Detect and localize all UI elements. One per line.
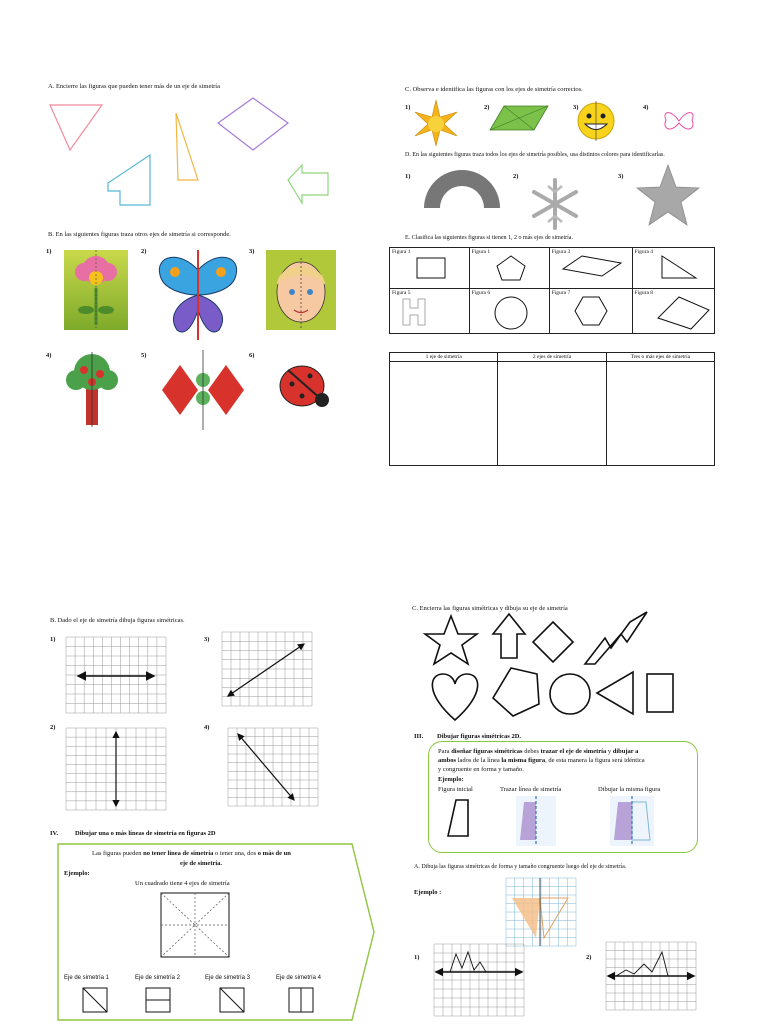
ladybug-image — [270, 356, 340, 416]
eje-4-square — [288, 987, 314, 1013]
iii-text-line1: Para diseñar figuras simétricas debes trazar el eje de simetría y dibujar a — [438, 748, 639, 755]
answer-cell[interactable] — [498, 362, 606, 466]
step-2-figure — [516, 796, 556, 846]
l-shape — [108, 155, 150, 205]
q4-ejemplo: Ejemplo : — [414, 889, 442, 896]
rect-outline — [647, 674, 673, 712]
d-num-3: 3) — [618, 173, 624, 180]
iv-text-line1: Las figuras pueden no tener línea de simetría o tener una, dos o más de un — [92, 850, 291, 857]
grid-lines — [434, 944, 524, 1016]
eje-1-label: Eje de simetría 1 — [64, 975, 110, 981]
q1-num-5: 5) — [141, 352, 147, 359]
sun-icon — [413, 100, 459, 146]
q4-section-iii: Dibujar figuras simétricas 2D. — [437, 733, 522, 740]
eje-2-square — [145, 987, 171, 1013]
figura-label: Figura 8 — [634, 290, 654, 296]
q1-section-b: B. En las siguientes figuras traza otros ejes de simetría si corresponde. — [48, 231, 231, 238]
iv-text-line2: eje de simetría. — [180, 860, 223, 867]
iii-ejemplo: Ejemplo: — [438, 776, 464, 783]
q1-section-d: D. En las siguientes figuras traza todos los ejes de simetría posibles, usa distintos colores para identificarlas. — [405, 152, 665, 158]
answer-cell[interactable] — [606, 362, 714, 466]
q4-num-1: 1) — [414, 954, 420, 961]
q1-section-a: A. Encierre las figuras que pueden tener más de un eje de simetría — [48, 83, 220, 90]
figura-label: Figura 5 — [392, 290, 411, 296]
star-outline — [425, 616, 477, 664]
triangle-shape — [50, 105, 102, 150]
q1-shapes-a — [40, 95, 340, 225]
arrow-shape — [288, 165, 328, 203]
grid-num-2: 2) — [50, 724, 56, 731]
d-num-2: 2) — [513, 173, 519, 180]
butterfly-image — [155, 250, 241, 340]
q1-section-c: C. Observa e identifica las figuras con los ejes de simetría correctos. — [405, 86, 583, 93]
eje-1-square — [82, 987, 108, 1013]
arrow-up-outline — [493, 614, 525, 658]
q3-section-b: B. Dado el eje de simetría dibuja figuras simétricas. — [50, 617, 185, 624]
q1-num-1: 1) — [46, 248, 52, 255]
eje-3-square — [219, 987, 245, 1013]
figura-label: Figura 1 — [471, 249, 491, 255]
figura-label: Figura 3 — [551, 249, 571, 255]
iv-cuadrado-text: Un cuadrado tiene 4 ejes de simetría — [135, 880, 230, 887]
answer-cell[interactable] — [390, 362, 498, 466]
snowflake-icon — [530, 178, 580, 230]
flower-image — [64, 250, 128, 330]
step-1-figure — [446, 798, 476, 838]
q3-section-iv: Dibujar una o más líneas de simetría en figuras 2D — [75, 830, 216, 837]
symmetry-axes-table — [389, 352, 715, 466]
heart-outline — [432, 674, 477, 720]
step-2-label: Trazar línea de simetría — [500, 786, 562, 793]
grid-num-4: 4) — [204, 724, 210, 731]
grid-1 — [66, 637, 166, 713]
arc-shape — [422, 168, 502, 210]
smiley-icon — [576, 101, 616, 141]
iv-ejemplo: Ejemplo: — [64, 870, 90, 877]
q1-num-6: 6) — [249, 352, 255, 359]
d-num-1: 1) — [405, 173, 411, 180]
diamond-shape — [218, 98, 288, 150]
grid-num-3: 3) — [204, 636, 210, 643]
red-diamonds-image — [158, 350, 248, 430]
classify-figures-table — [389, 247, 715, 334]
col-three-axes: Tres o más ejes de simetría — [606, 353, 714, 362]
q4-section-iii-num: III. — [414, 733, 424, 740]
q1-num-2: 2) — [141, 248, 147, 255]
q1-num-4: 4) — [46, 352, 52, 359]
c-num-1: 1) — [405, 104, 411, 111]
col-one-axis: 1 eje de simetría — [390, 353, 498, 362]
example-grid — [506, 878, 576, 946]
eje-4-label: Eje de simetría 4 — [276, 975, 322, 981]
q4-shapes — [425, 612, 695, 722]
pink-butterfly-icon — [662, 106, 696, 136]
eje-3-label: Eje de simetría 3 — [205, 975, 251, 981]
c-num-2: 2) — [484, 104, 490, 111]
eje-2-label: Eje de simetría 2 — [135, 975, 181, 981]
grid-lines — [66, 637, 166, 713]
draw-grid-2 — [606, 942, 696, 1010]
square-four-axes — [160, 892, 230, 958]
q3-section-iv-num: IV. — [50, 830, 59, 837]
figura-label: Figura 7 — [551, 290, 571, 296]
col-two-axes: 2 ejes de simetría — [498, 353, 606, 362]
lightning-outline — [585, 612, 647, 664]
diamond-outline — [533, 622, 573, 662]
grid-num-1: 1) — [50, 636, 56, 643]
step-1-label: Figura inicial — [438, 786, 473, 793]
right-triangle-shape — [176, 113, 198, 180]
triangle-left-outline — [597, 672, 633, 714]
figura-label: Figura 4 — [634, 249, 654, 255]
q1-num-3: 3) — [249, 248, 255, 255]
grid-3 — [222, 632, 312, 706]
grid-lines — [228, 728, 318, 806]
tree-image — [62, 352, 122, 427]
grid-2 — [66, 728, 166, 810]
c-num-4: 4) — [643, 104, 649, 111]
circle-outline — [550, 674, 590, 714]
star-shape — [636, 165, 700, 227]
draw-grid-1 — [434, 944, 524, 1016]
q4-section-a: A. Dibuja las figuras simétricas de forma y tamaño congruente luego del eje de simetría. — [414, 864, 627, 870]
figura-label: Figura 1 — [392, 249, 411, 255]
face-image — [266, 250, 336, 330]
grid-4 — [228, 728, 318, 806]
pentagon-outline — [493, 668, 539, 716]
parallelogram-shape — [490, 106, 550, 136]
step-3-figure — [610, 796, 654, 846]
c-num-3: 3) — [573, 104, 579, 111]
q1-section-e: E. Clasifica las siguientes figuras si tienen 1, 2 o más ejes de simetría. — [405, 235, 573, 241]
q4-num-2: 2) — [586, 954, 592, 961]
q4-section-c: C. Encierra las figuras simétricas y dibuja su eje de simetría — [412, 605, 568, 612]
iii-text-line3: y congruente en forma y tamaño. — [438, 766, 524, 773]
step-3-label: Dibujar la misma figura — [598, 786, 661, 793]
iii-text-line2: ambos lados de la línea la misma figura, de esta manera la figura será idéntica — [438, 757, 645, 764]
figura-label: Figura 6 — [471, 290, 491, 296]
